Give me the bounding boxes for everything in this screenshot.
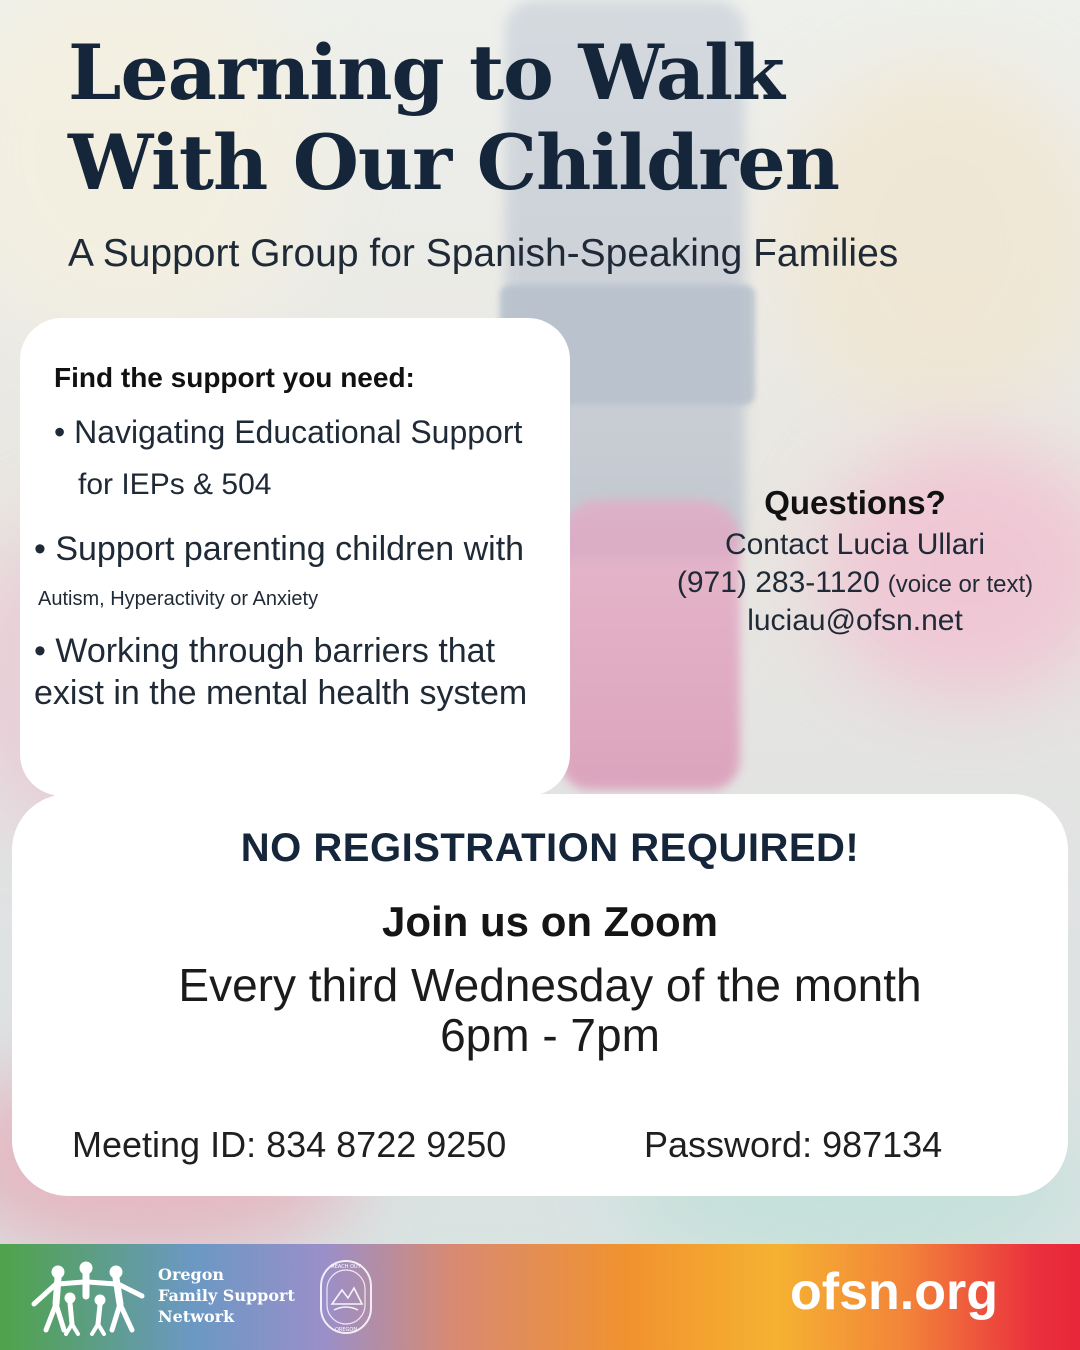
support-item-education: • Navigating Educational Support [54, 414, 523, 450]
no-registration-banner: NO REGISTRATION REQUIRED! [240, 826, 860, 870]
support-item-parenting-detail: Autism, Hyperactivity or Anxiety [38, 588, 319, 610]
org-name-line-3: Network [158, 1307, 235, 1326]
contact-name: Contact Lucia Ullari [724, 528, 986, 561]
contact-block [640, 484, 1070, 642]
contact-phone-line [640, 566, 1070, 600]
zoom-heading: Join us on Zoom [382, 898, 718, 945]
reach-out-oregon-seal-icon [318, 1258, 374, 1336]
org-name-line-2: Family Support [158, 1286, 295, 1305]
website-link[interactable]: ofsn.org [790, 1263, 998, 1321]
support-heading: Find the support you need: [54, 362, 415, 393]
contact-phone[interactable]: (971) 283-1120 [676, 566, 880, 599]
page-subtitle: A Support Group for Spanish-Speaking Families [68, 232, 899, 275]
support-item-parenting: • Support parenting children with [34, 530, 525, 568]
contact-heading: Questions? [764, 484, 946, 521]
zoom-card [12, 794, 1068, 1196]
support-item-mental-health: • Working through barriers that exist in the mental health system [34, 632, 528, 712]
support-card [20, 318, 570, 796]
page-title [68, 28, 839, 208]
meeting-schedule [12, 960, 1080, 1060]
svg-text:REACH OUT: REACH OUT [331, 1264, 361, 1270]
schedule-day: Every third Wednesday of the month [178, 959, 922, 1011]
title-line-1: Learning to Walk [68, 28, 784, 117]
support-item-education-detail: for IEPs & 504 [78, 468, 272, 501]
meeting-id: Meeting ID: 834 8722 9250 [72, 1124, 507, 1165]
schedule-time: 6pm - 7pm [440, 1009, 660, 1061]
svg-text:OREGON: OREGON [334, 1327, 358, 1333]
org-name-line-1: Oregon [158, 1265, 225, 1284]
meeting-password: Password: 987134 [644, 1124, 943, 1165]
contact-phone-note: (voice or text) [887, 571, 1034, 598]
title-line-2: With Our Children [68, 118, 839, 207]
contact-email[interactable]: luciau@ofsn.net [747, 604, 963, 637]
family-figures-icon [28, 1260, 148, 1336]
footer-bar [0, 1244, 1080, 1350]
org-name [158, 1264, 295, 1327]
